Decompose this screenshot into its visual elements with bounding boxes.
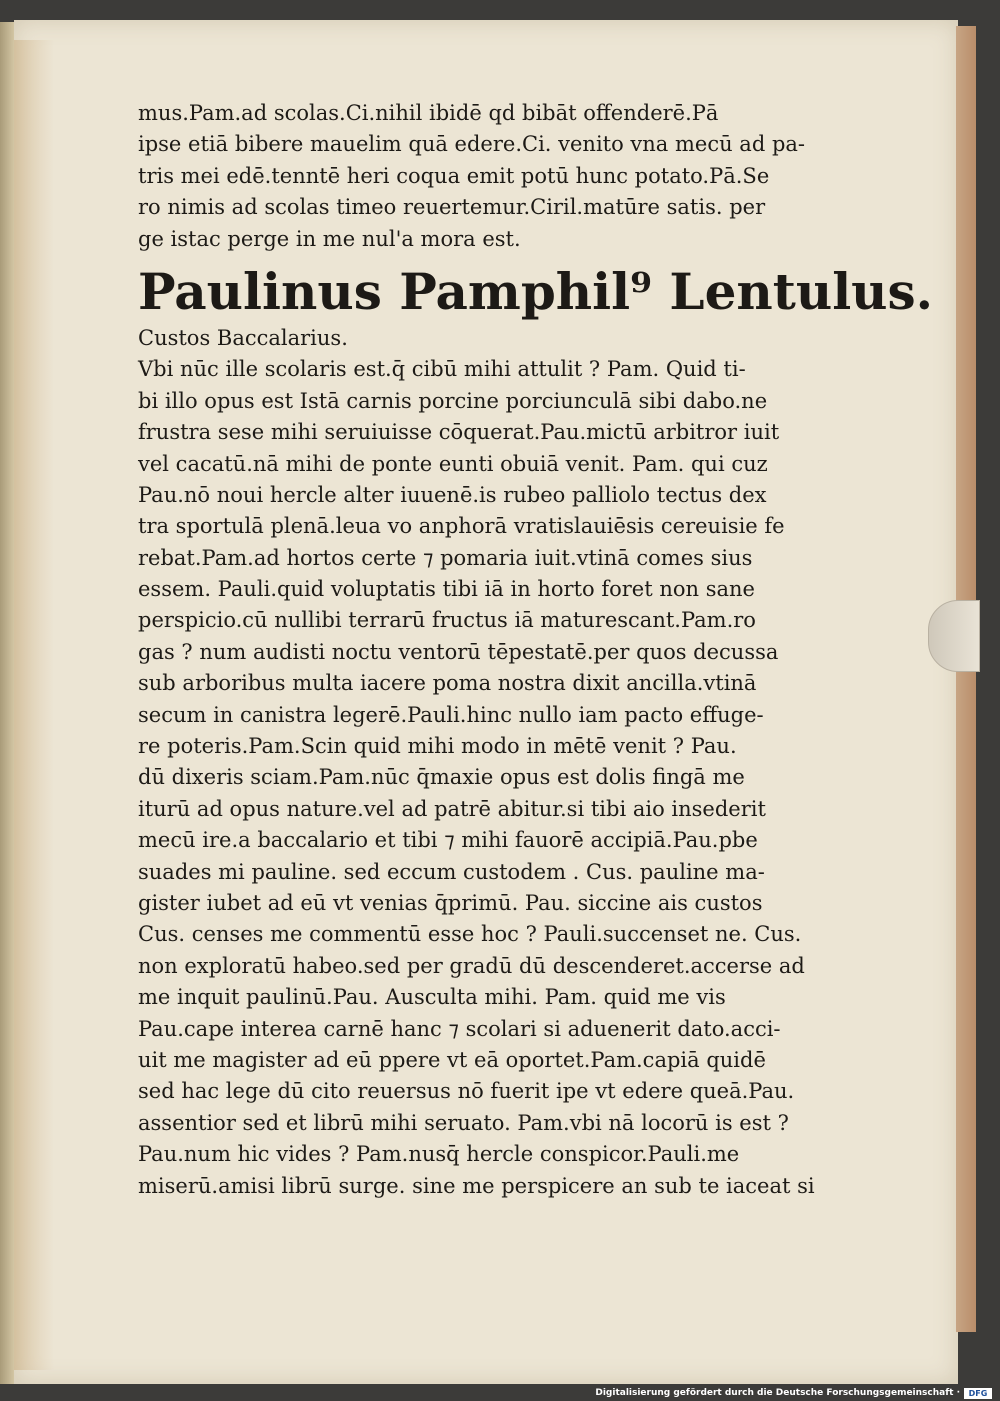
text-line: uit me magister ad eū ppere vt eā oportet.Pam.capiā quidē [138,1047,766,1072]
text-line: vel cacatū.nā mihi de ponte eunti obuiā venit. Pam. qui cuz [138,451,768,476]
text-line: suades mi pauline. sed eccum custodem . Cus. pauline ma- [138,859,765,884]
text-line: non exploratū habeo.sed per gradū dū descenderet.accerse ad [138,953,805,978]
text-line: sub arboribus multa iacere poma nostra dixit ancilla.vtinā [138,671,757,696]
text-line: gas ? num audisti noctu ventorū tēpestatē.per quos decussa [138,639,779,664]
page-stain [14,40,54,1370]
page-stack-edge [956,26,976,1332]
footer-bar [0,1386,1000,1401]
text-line: Pau.num hic vides ? Pam.nusq̄ hercle conspicor.Pauli.me [138,1142,740,1167]
text-line: mus.Pam.ad scolas.Ci.nihil ibidē qd bibāt offenderē.Pā [138,101,719,125]
text-line: sed hac lege dū cito reuersus nō fuerit ipe vt edere queā.Pau. [138,1079,795,1104]
text-line: essem. Pauli.quid voluptatis tibi iā in horto foret non sane [138,577,755,602]
text-line: rebat.Pam.ad hortos certe ⁊ pomaria iuit.vtinā comes sius [138,545,753,570]
text-line: secum in canistra legerē.Pauli.hinc nullo iam pacto effuge- [138,702,764,727]
text-line: miserū.amisi librū surge. sine me perspicere an sub te iaceat si [138,1173,815,1198]
text-line: ro nimis ad scolas timeo reuertemur.Ciril.matūre satis. per [138,195,766,220]
text-line: ipse etiā bibere mauelim quā edere.Ci. venito vna mecū ad pa- [138,132,806,157]
text-line: Cus. censes me commentū esse hoc ? Pauli.succenset ne. Cus. [138,922,802,947]
text-line: gister iubet ad eū vt venias q̄primū. Pau. siccine ais custos [138,890,763,915]
text-line: perspicio.cū nullibi terrarū fructus iā maturescant.Pam.ro [138,608,756,633]
text-line: ge istac perge in me nul'a mora est. [138,226,521,251]
printed-text-block [138,98,934,1202]
text-line: iturū ad opus nature.vel ad patrē abitur.si tibi aio insederit [138,796,766,821]
text-line: dū dixeris sciam.Pam.nūc q̄maxie opus est dolis fingā me [138,765,745,790]
text-line: assentior sed et librū mihi seruato. Pam.vbi nā locorū is est ? [138,1110,789,1135]
text-line: me inquit paulinū.Pau. Ausculta mihi. Pam. quid me vis [138,985,726,1010]
footer-credit: Digitalisierung gefördert durch die Deutsche Forschungsgemeinschaft · [595,1388,960,1398]
text-line: Vbi nūc ille scolaris est.q̄ cibū mihi attulit ? Pam. Quid ti- [138,357,746,382]
text-line: mecū ire.a baccalario et tibi ⁊ mihi fauorē accipiā.Pau.pbe [138,828,758,853]
text-line: tris mei edē.tenntē heri coqua emit potū hunc potato.Pā.Se [138,163,770,188]
text-line: bi illo opus est Istā carnis porcine porciunculā sibi dabo.ne [138,388,768,413]
text-line: re poteris.Pam.Scin quid mihi modo in mētē venit ? Pau. [138,734,737,759]
text-line: tra sportulā plenā.leua vo anphorā vratislauiēsis cereuisie fe [138,514,785,539]
dfg-logo-icon: DFG [964,1388,992,1399]
text-line: frustra sese mihi seruiuisse cōquerat.Pau.mictū arbitror iuit [138,420,780,445]
text-line: Pau.cape interea carnē hanc ⁊ scolari si aduenerit dato.acci- [138,1016,781,1041]
text-line: Pau.nō noui hercle alter iuuenē.is rubeo palliolo tectus dex [138,482,767,507]
speaker-heading: Paulinus Pamphil⁹ Lentulus. [138,261,934,321]
text-line: Custos Baccalarius. [138,325,348,350]
page-tab-marker [928,600,980,672]
